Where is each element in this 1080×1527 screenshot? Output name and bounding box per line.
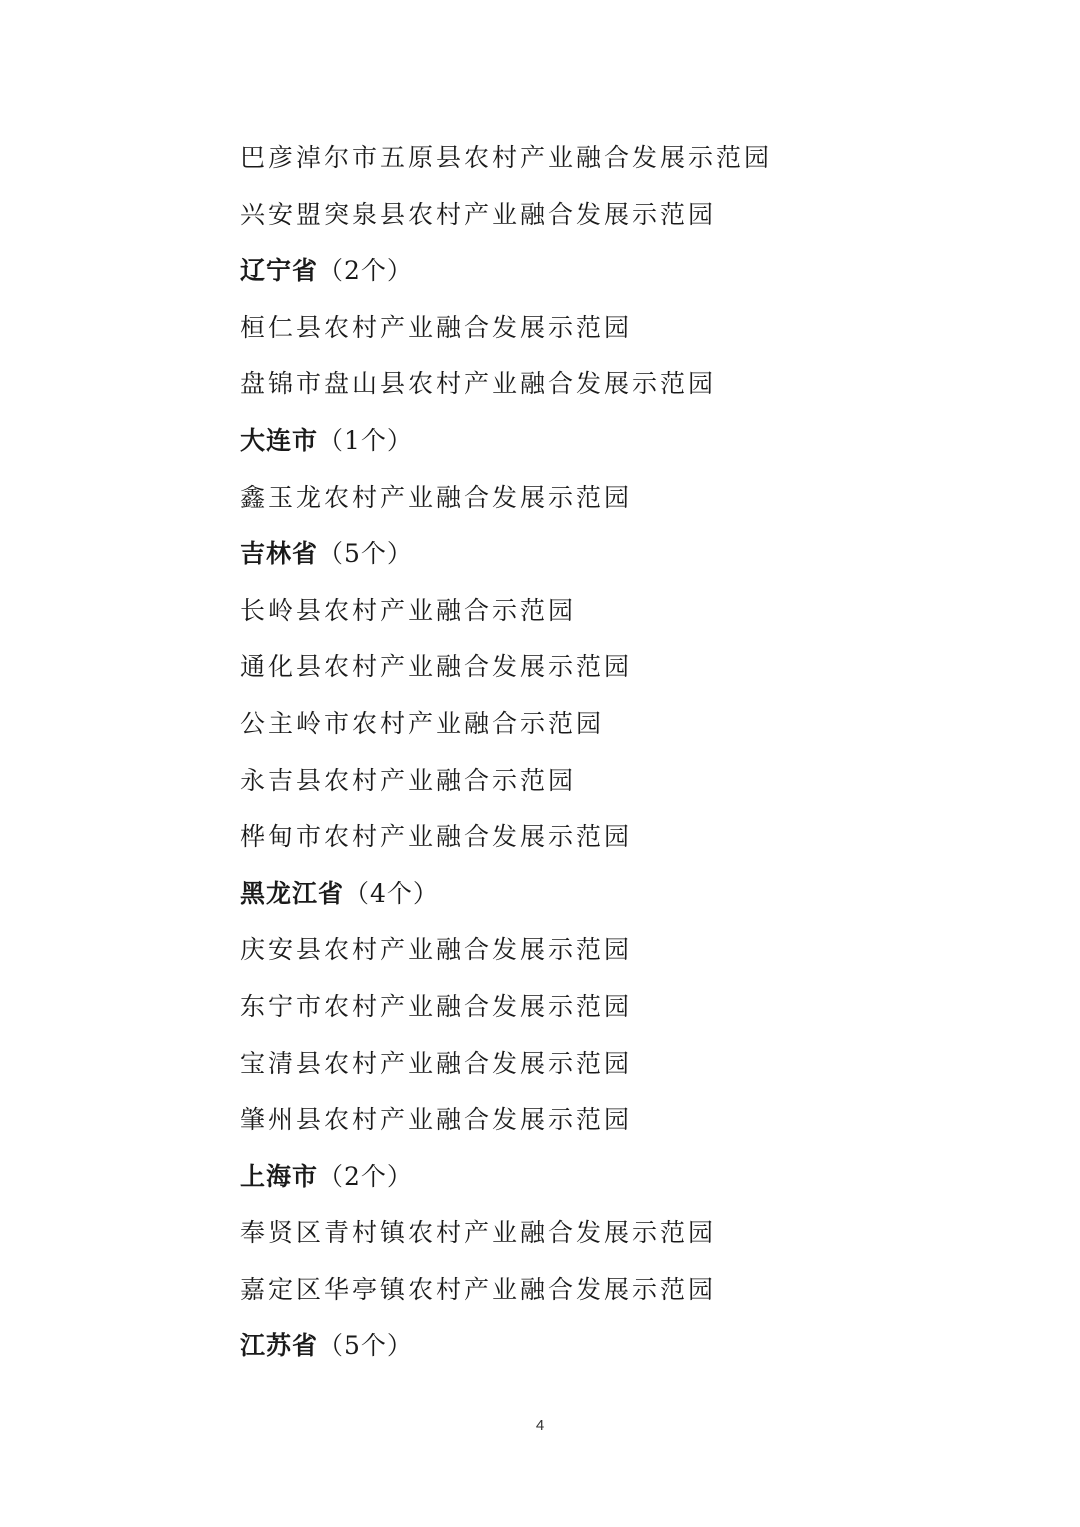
list-item: 巴彦淖尔市五原县农村产业融合发展示范园 <box>240 143 773 172</box>
section-heading-count: （2个） <box>318 1161 413 1191</box>
section-heading-count: （5个） <box>318 1331 413 1361</box>
list-item: 宝清县农村产业融合发展示范园 <box>240 1048 633 1078</box>
list-item: 嘉定区华亭镇农村产业融合发展示范园 <box>240 1274 717 1304</box>
document-body <box>240 130 1000 1375</box>
list-item: 桦甸市农村产业融合发展示范园 <box>240 822 633 852</box>
section-heading-count: （1个） <box>318 425 413 455</box>
section-heading-count: （4个） <box>344 878 439 908</box>
section-heading-count: （2个） <box>318 256 413 286</box>
section-heading <box>240 526 1000 583</box>
list-item: 桓仁县农村产业融合发展示范园 <box>240 312 633 342</box>
list-item: 公主岭市农村产业融合示范园 <box>240 708 605 738</box>
list-item: 肇州县农村产业融合发展示范园 <box>240 1105 633 1135</box>
section-heading <box>240 866 1000 923</box>
section-heading <box>240 1318 1000 1375</box>
section-heading-name: 江苏省 <box>240 1331 319 1361</box>
list-item: 盘锦市盘山县农村产业融合发展示范园 <box>240 369 717 399</box>
list-item: 东宁市农村产业融合发展示范园 <box>240 991 633 1021</box>
list-item: 奉贤区青村镇农村产业融合发展示范园 <box>240 1218 717 1248</box>
section-heading-name: 吉林省 <box>240 539 319 569</box>
list-item: 兴安盟突泉县农村产业融合发展示范园 <box>240 199 717 229</box>
section-heading <box>240 243 1000 300</box>
section-heading-name: 大连市 <box>240 425 319 455</box>
section-heading <box>240 1149 1000 1206</box>
list-item: 长岭县农村产业融合示范园 <box>240 595 577 625</box>
section-heading-name: 辽宁省 <box>240 256 319 286</box>
section-heading-name: 上海市 <box>240 1161 319 1191</box>
list-item: 永吉县农村产业融合示范园 <box>240 765 577 795</box>
list-item: 通化县农村产业融合发展示范园 <box>240 652 633 682</box>
section-heading <box>240 413 1000 470</box>
section-heading-count: （5个） <box>318 539 413 569</box>
list-item: 鑫玉龙农村产业融合发展示范园 <box>240 482 633 512</box>
section-heading-name: 黑龙江省 <box>240 878 345 908</box>
page-number: 4 <box>535 1417 545 1434</box>
list-item: 庆安县农村产业融合发展示范园 <box>240 935 633 965</box>
